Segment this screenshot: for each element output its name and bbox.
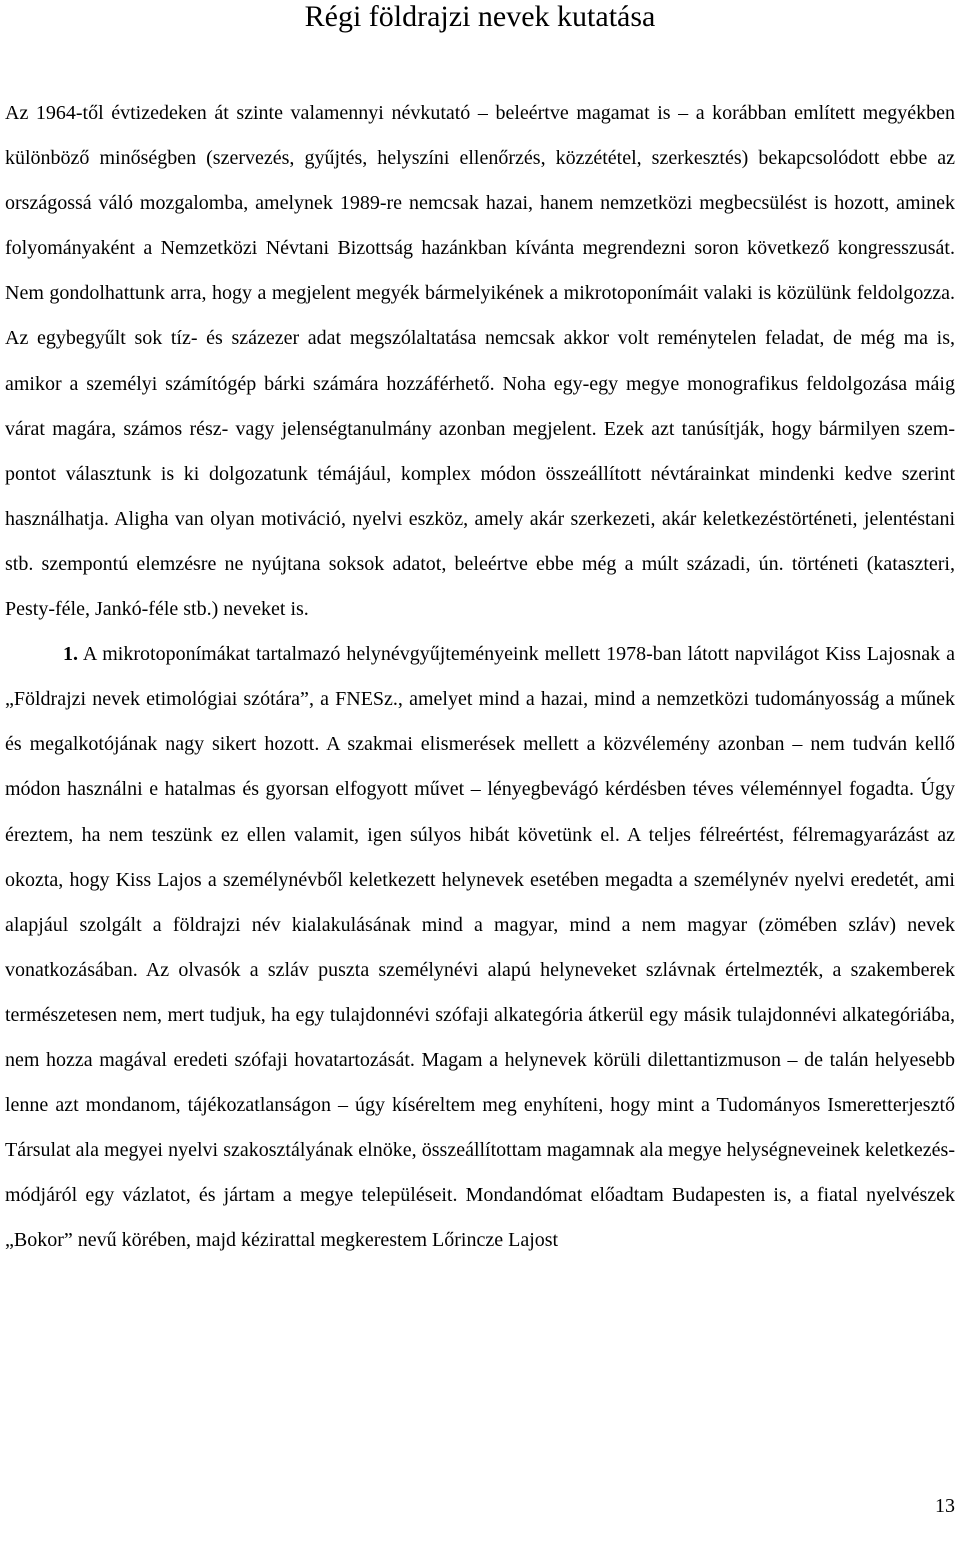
paragraph-1: Az 1964-től évtizedeken át szinte valamennyi névkutató – beleértve magamat is – a korábban említett megyékben különböző minőségben (szervezés, gyűjtés, helyszíni ellenőrzés, közzététel, szerkesztés) bekapcsolódott ebbe az országossá váló mozgalomba, amelynek 1989-re nemcsak hazai, hanem nemzetközi megbecsülést is hozott, aminek folyományaként a Nemzetközi Névtani Bizottság hazánkban kívánta megrendezni soron következő kongresszusát. Nem gondolhattunk arra, hogy a megjelent megyék bármelyikének a mikrotoponímáit valaki is közülünk feldolgozza. Az egybegyűlt sok tíz- és százezer adat megszólaltatása nemcsak akkor volt reménytelen feladat, de még ma is, amikor a személyi számítógép bárki számára hozzáférhető. Noha egy-egy megye monografikus feldolgozása máig várat magára, számos rész- vagy jelenségtanulmány azonban megjelent. Ezek azt tanúsítják, hogy bármilyen szempontot választunk is ki dolgozatunk témájául, komplex módon összeállított névtárainkat mindenki kedve szerint használhatja. Aligha van olyan motiváció, nyelvi eszköz, amely akár szerkezeti, akár keletkezéstörténeti, jelentéstani stb. szempontú elemzésre ne nyújtana soksok adatot, beleértve ebbe még a múlt századi, ún. történeti (kataszteri, Pesty-féle, Jankó-féle stb.) neveket is.	[5, 102, 955, 621]
page-number: 13	[935, 1495, 955, 1517]
page-title: Régi földrajzi nevek kutatása	[304, 0, 656, 33]
document-body	[5, 91, 955, 1263]
paragraph-2-text: A mikrotoponímákat tartalmazó helynévgyűjteményeink mellett 1978-ban látott napvilágot Kiss Lajosnak a „Földrajzi nevek etimológiai szótára”, a FNESz., amelyet mind a hazai, mind a nemzetközi tudományosság a műnek és megalkotójának nagy sikert hozott. A szakmai elismerések mellett a közvélemény azonban – nem tudván kellő módon használni e hatalmas és gyorsan elfogyott művet – lényegbevágó kérdésben téves véleménnyel fogadta. Úgy éreztem, ha nem teszünk ez ellen valamit, igen súlyos hibát követünk el. A teljes félreértést, félremagyarázást az okozta, hogy Kiss Lajos a személynévből keletkezett helynevek esetében megadta a személynév nyelvi eredetét, ami alapjául szolgált a földrajzi név kialakulásának mind a magyar, mind a nem magyar (zömében szláv) nevek vonatkozásában. Az olvasók a szláv puszta személynévi alapú helyneveket szlávnak értelmezték, a szakemberek természetesen nem, mert tudjuk, ha egy tulajdonnévi szófaji alkategória átkerül egy másik tulajdonnévi alkategóriába, nem hozza magával eredeti szófaji hovatartozását. Magam a helynevek körüli dilettantizmuson – de talán helyesebb lenne azt mondanom, tájékozatlanságon – úgy kíséreltem meg enyhíteni, hogy mint a Tudományos Ismeretterjesztő Társulat ala megyei nyelvi szakosztályának elnöke, összeállítottam magamnak ala megye helységneveinek keletkezésmódjáról egy vázlatot, és jártam a megye településeit. Mondandómat előadtam Budapesten is, a fiatal nyelvészek „Bokor” nevű körében, majd kézirattal megkerestem Lőrincze Lajost	[5, 643, 955, 1252]
paragraph-2	[5, 632, 955, 1263]
section-number: 1.	[63, 643, 78, 666]
